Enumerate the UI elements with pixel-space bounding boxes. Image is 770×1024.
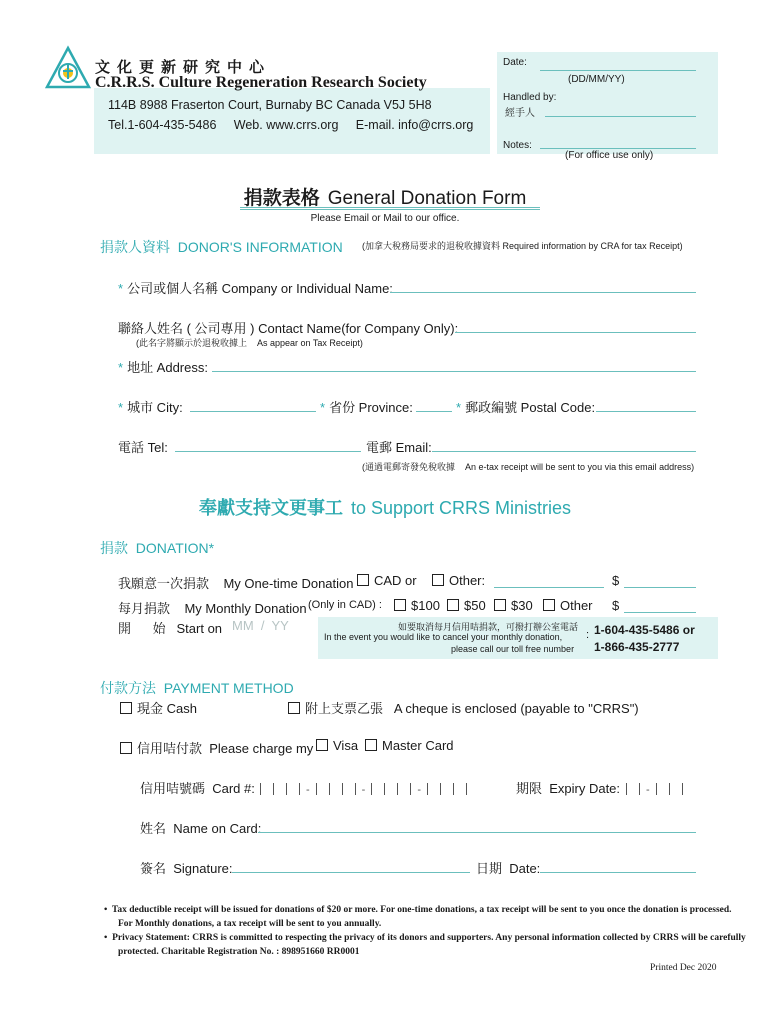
digit-box[interactable] — [440, 783, 441, 795]
signature-label: 簽名 Signature: — [140, 861, 233, 876]
checkbox-icon[interactable] — [120, 702, 132, 714]
postal-label — [456, 397, 595, 416]
phone-local: 1-604-435-5486 or — [594, 623, 695, 637]
monthly-label: 每月捐款 My Monthly Donation — [118, 601, 307, 616]
email-note: (通過電郵寄發免稅收據 An e-tax receipt will be sent to you via this email address) — [362, 462, 695, 472]
digit-box[interactable] — [427, 783, 428, 795]
signature-field[interactable] — [232, 872, 470, 873]
office-handled-field[interactable] — [545, 116, 696, 117]
mastercard-option[interactable] — [365, 738, 454, 753]
digit-separator: - — [361, 784, 366, 796]
donation-heading-cn: 捐款 — [100, 540, 128, 556]
sign-date-field[interactable] — [540, 872, 696, 873]
donation-banner-cn: 奉獻支持文更事工 — [198, 498, 343, 518]
checkbox-icon[interactable] — [316, 739, 328, 751]
digit-box[interactable] — [371, 783, 372, 795]
onetime-amount-field[interactable] — [624, 587, 696, 588]
cad-only-note: (Only in CAD) : — [308, 599, 382, 611]
digit-box[interactable] — [639, 783, 640, 795]
cheque-text: 附上支票乙張 A cheque is enclosed (payable to "CRRS") — [305, 701, 639, 716]
digit-box[interactable] — [329, 783, 330, 795]
digit-box[interactable] — [384, 783, 385, 795]
amount-100[interactable] — [394, 598, 440, 613]
cash-option[interactable] — [120, 698, 197, 717]
privacy-note-line2: protected. Charitable Registration No. : 898951660 RR0001 — [118, 947, 360, 957]
tel-label: 電話 Tel: — [118, 440, 168, 455]
digit-box[interactable] — [410, 783, 411, 795]
company-label-text: 公司或個人名稱 Company or Individual Name: — [127, 281, 393, 296]
office-handled-cn: 經手人 — [505, 108, 535, 119]
donation-heading-en: DONATION* — [135, 540, 215, 556]
payment-heading-en: PAYMENT METHOD — [163, 680, 294, 696]
org-address: 114B 8988 Fraserton Court, Burnaby BC Canada V5J 5H8 — [108, 98, 432, 112]
city-label — [118, 397, 183, 416]
digit-box[interactable] — [316, 783, 317, 795]
phone-toll-free: 1-866-435-2777 — [594, 640, 680, 654]
form-subtitle: Please Email or Mail to our office. — [310, 213, 460, 224]
amount-50[interactable] — [447, 598, 486, 613]
digit-box[interactable] — [682, 783, 683, 795]
office-use-panel — [497, 52, 718, 154]
donation-banner — [0, 494, 770, 520]
payment-heading-cn: 付款方法 — [100, 680, 156, 696]
province-field[interactable] — [416, 411, 452, 412]
required-star: * — [118, 360, 124, 375]
name-on-card-field[interactable] — [258, 832, 696, 833]
digit-separator: - — [417, 784, 422, 796]
cancel-colon: : — [586, 629, 590, 641]
checkbox-icon[interactable] — [357, 574, 369, 586]
city-field[interactable] — [190, 411, 316, 412]
cash-text: 現金 Cash — [137, 701, 197, 716]
donor-heading — [100, 237, 343, 257]
office-use-note: (For office use only) — [565, 150, 654, 161]
donor-heading-cn: 捐款人資料 — [100, 239, 170, 255]
form-title — [0, 183, 770, 210]
cra-note: (加拿大稅務局要求的退稅收據資料 Required information by CRA for tax Receipt) — [362, 241, 683, 251]
company-label — [118, 278, 393, 297]
province-label-text: 省份 Province: — [329, 400, 413, 415]
card-number-field[interactable] — [254, 780, 473, 798]
contact-name-note: (此名字將顯示於退稅收據上 As appear on Tax Receipt) — [136, 338, 363, 348]
office-notes-label: Notes: — [503, 140, 532, 151]
expiry-label: 期限 Expiry Date: — [516, 781, 621, 796]
digit-box[interactable] — [286, 783, 287, 795]
checkbox-icon[interactable] — [288, 702, 300, 714]
city-label-text: 城市 City: — [127, 400, 183, 415]
org-name-en: C.R.R.S. Culture Regeneration Research Society — [95, 74, 427, 91]
payment-heading — [100, 678, 294, 698]
digit-box[interactable] — [453, 783, 454, 795]
email-field[interactable] — [432, 451, 696, 452]
start-label: 開 始 Start on — [118, 621, 223, 636]
cancel-note-en2: please call our toll free number — [451, 644, 575, 654]
checkbox-icon[interactable] — [432, 574, 444, 586]
sign-date-label: 日期 Date: — [476, 861, 541, 876]
amount-50-text: $50 — [464, 598, 486, 613]
other-amount-field[interactable] — [494, 587, 604, 588]
visa-text: Visa — [333, 738, 359, 753]
required-star: * — [456, 400, 462, 415]
digit-box[interactable] — [397, 783, 398, 795]
amount-30-text: $30 — [511, 598, 533, 613]
expiry-field[interactable] — [620, 780, 689, 798]
province-label — [320, 397, 413, 416]
office-date-format: (DD/MM/YY) — [568, 74, 625, 85]
contact-name-label: 聯絡人姓名 ( 公司專用 ) Contact Name(for Company Only): — [118, 321, 459, 336]
form-title-cn: 捐款表格 — [243, 187, 320, 209]
donor-heading-en: DONOR'S INFORMATION — [177, 239, 343, 255]
form-title-en: General Donation Form — [327, 188, 527, 209]
office-date-field[interactable] — [540, 70, 696, 71]
office-date-label: Date: — [503, 57, 527, 68]
cad-option[interactable] — [357, 573, 417, 588]
digit-box[interactable] — [299, 783, 300, 795]
name-on-card-label: 姓名 Name on Card: — [140, 821, 262, 836]
dollar-sign: $ — [612, 573, 620, 588]
digit-separator: - — [646, 784, 650, 796]
amount-100-text: $100 — [411, 598, 440, 613]
digit-box[interactable] — [626, 783, 627, 795]
digit-box[interactable] — [260, 783, 261, 795]
office-notes-field[interactable] — [540, 148, 696, 149]
cheque-option[interactable] — [288, 698, 639, 717]
other-text: Other: — [449, 573, 486, 588]
charge-option[interactable] — [120, 738, 313, 757]
checkbox-icon[interactable] — [120, 742, 132, 754]
amount-other-text: Other — [560, 598, 593, 613]
address-field[interactable] — [212, 371, 696, 372]
tax-note-line2: For Monthly donations, a tax receipt will be sent to you annually. — [118, 919, 382, 929]
digit-box[interactable] — [273, 783, 274, 795]
tax-note-line1: Tax deductible receipt will be issued for donations of $20 or more. For one-time donations, a tax receipt will be sent to you once the donation is processed. — [111, 905, 732, 915]
visa-option[interactable] — [316, 738, 358, 753]
onetime-label: 我願意一次捐款 My One-time Donation — [118, 576, 354, 591]
email-label: 電郵 Email: — [366, 440, 432, 455]
privacy-note: • Privacy Statement: CRRS is committed to respecting the privacy of its donors and supporters. Any personal information collected by CRRS will be carefully — [104, 933, 746, 943]
required-star: * — [118, 400, 124, 415]
postal-label-text: 郵政編號 Postal Code: — [465, 400, 596, 415]
other-option[interactable] — [432, 573, 485, 588]
monthly-amount-field[interactable] — [624, 612, 696, 613]
postal-field[interactable] — [596, 411, 696, 412]
amount-other[interactable] — [543, 598, 593, 613]
office-handled-label: Handled by: — [503, 92, 557, 103]
digit-box[interactable] — [355, 783, 356, 795]
digit-box[interactable] — [656, 783, 657, 795]
tax-note: • Tax deductible receipt will be issued for donations of $20 or more. For one-time donations, a tax receipt will be sent to you once the donation is processed. — [104, 905, 732, 915]
cancel-note-cn: 如要取消每月信用咭捐款，可撥打辦公室電話 — [398, 622, 579, 632]
privacy-note-line1: Privacy Statement: CRRS is committed to respecting the privacy of its donors and supporters. Any personal information collected by CRRS will be carefully — [112, 933, 746, 943]
org-contact: Tel.1-604-435-5486 Web. www.crrs.org E-mail. info@crrs.org — [108, 118, 474, 132]
charge-text: 信用咭付款 Please charge my — [137, 741, 314, 756]
required-star: * — [320, 400, 326, 415]
checkbox-icon[interactable] — [394, 599, 406, 611]
contact-name-field[interactable] — [455, 332, 696, 333]
donation-banner-en: to Support CRRS Ministries — [350, 498, 572, 518]
digit-box[interactable] — [669, 783, 670, 795]
checkbox-icon[interactable] — [494, 599, 506, 611]
cad-or-text: CAD or — [374, 573, 417, 588]
digit-box[interactable] — [342, 783, 343, 795]
mastercard-text: Master Card — [382, 738, 454, 753]
required-star: * — [118, 281, 124, 296]
title-underline — [240, 207, 540, 210]
address-label-text: 地址 Address: — [127, 360, 208, 375]
amount-30[interactable] — [494, 598, 533, 613]
dollar-sign-monthly: $ — [612, 598, 620, 613]
printed-date: Printed Dec 2020 — [650, 963, 717, 973]
start-date-field[interactable]: MM / YY — [232, 618, 289, 633]
company-field[interactable] — [390, 292, 696, 293]
checkbox-icon[interactable] — [543, 599, 555, 611]
tel-field[interactable] — [175, 451, 361, 452]
org-name-cn: 文化更新研究中心 — [95, 58, 272, 76]
card-number-label: 信用咭號碼 Card #: — [140, 781, 255, 796]
digit-box[interactable] — [466, 783, 467, 795]
crrs-triangle-logo-icon — [44, 45, 92, 91]
checkbox-icon[interactable] — [365, 739, 377, 751]
address-label — [118, 357, 208, 376]
donation-heading — [100, 538, 214, 558]
cancel-note-en1: In the event you would like to cancel your monthly donation, — [324, 632, 563, 642]
digit-separator: - — [306, 784, 310, 796]
checkbox-icon[interactable] — [447, 599, 459, 611]
